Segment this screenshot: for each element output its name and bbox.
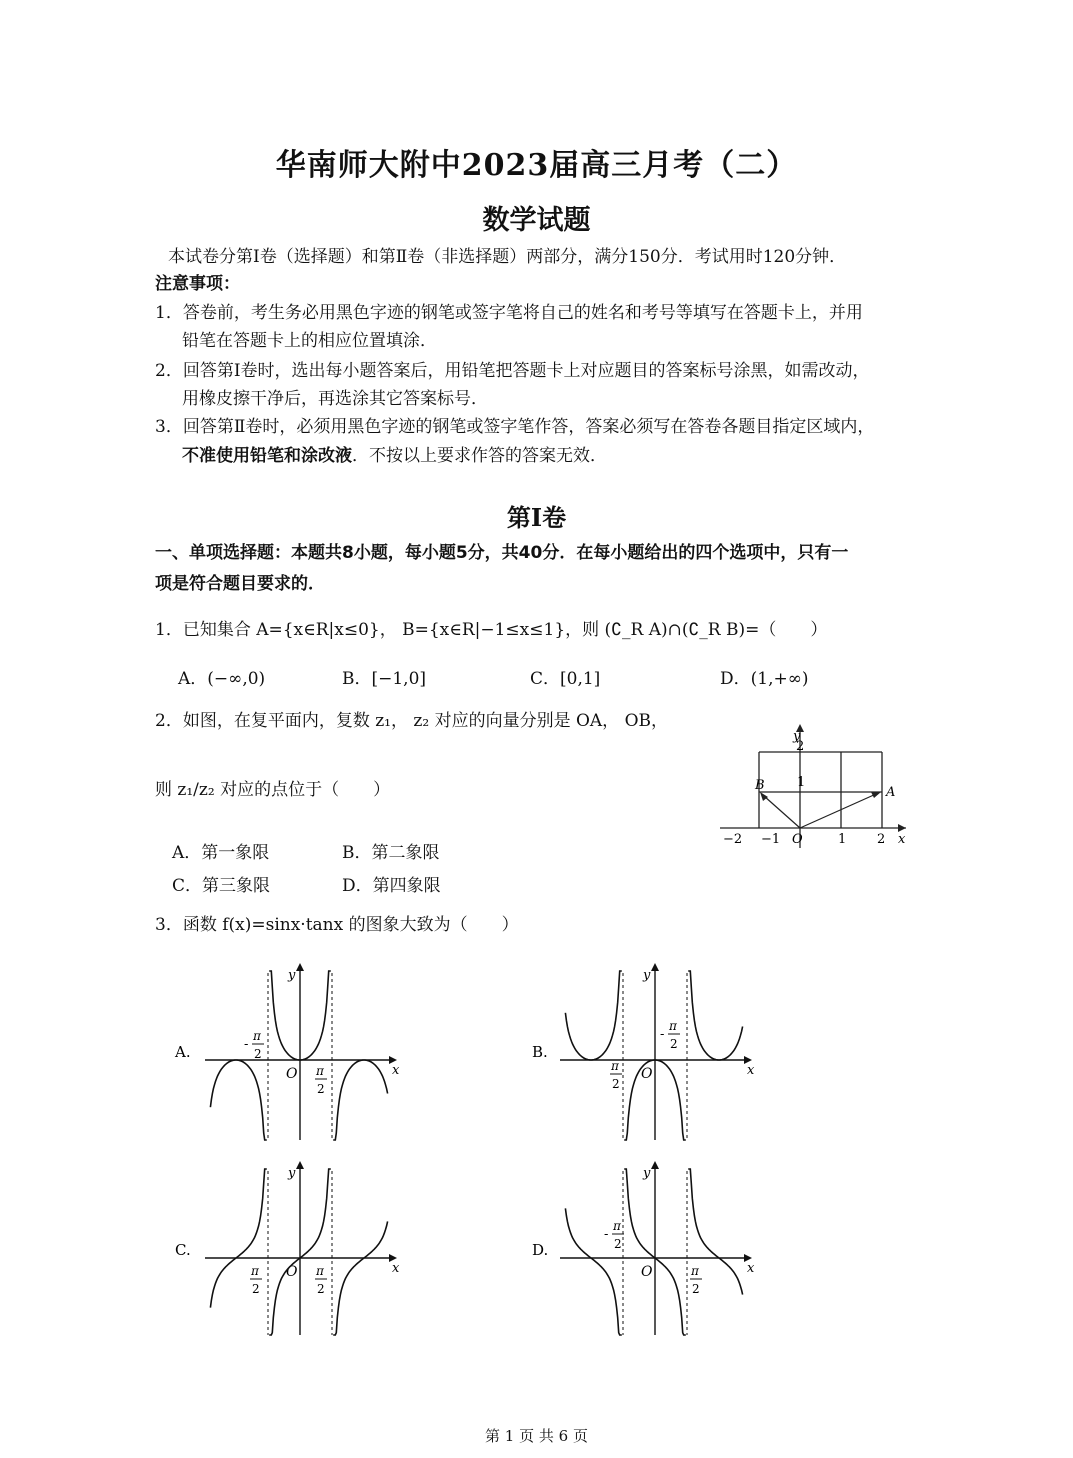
- q3-tick-a-0-num: π: [253, 1029, 261, 1043]
- q3-label-c: C.: [175, 1241, 191, 1259]
- vector-ob-arrow-icon: [760, 792, 768, 801]
- section-instruction-line-1: 一、单项选择题：本题共8小题，每小题5分，共40分．在每小题给出的四个选项中，只有一: [155, 543, 849, 563]
- notice-item-3-rest: ．不按以上要求作答的答案无效．: [352, 446, 607, 466]
- q3-neg-sign: -: [244, 1037, 249, 1052]
- q3-tick-d-0-den: 2: [614, 1237, 622, 1251]
- q1-option-d: D．(1,+∞): [720, 669, 809, 689]
- notice-item-3-line-1: 3．回答第Ⅱ卷时，必须用黑色字迹的钢笔或签字笔作答，答案必须写在答卷各题目指定区域内，: [155, 417, 875, 437]
- fig-tick-x2: 2: [877, 832, 886, 847]
- q2-option-d: D．第四象限: [342, 876, 441, 896]
- q1-stem: 1．已知集合 A={x∈R|x≤0}， B={x∈R|−1≤x≤1}，则 (∁_R A)∩(∁_R B)=（ ）: [155, 620, 828, 640]
- q3-curve-a-2: [333, 1060, 387, 1140]
- q3-curve-b-2: [688, 971, 742, 1060]
- q2-complex-plane-figure: [715, 718, 915, 848]
- q3-tick-b-1-den: 2: [612, 1077, 620, 1091]
- q2-option-c: C．第三象限: [172, 876, 271, 896]
- q3-tick-d-1-num: π: [691, 1264, 699, 1278]
- fig-point-b: B: [755, 778, 765, 793]
- vector-ob: [764, 796, 800, 828]
- q1-option-b: B．[−1,0]: [342, 669, 427, 689]
- q2-stem-2: 则 z₁/z₂ 对应的点位于（ ）: [155, 780, 391, 800]
- notice-item-2-line-1: 2．回答第Ⅰ卷时，选出每小题答案后，用铅笔把答题卡上对应题目的答案标号涂黑，如需改动，: [155, 361, 870, 381]
- q3-tick-c-1-num: π: [316, 1264, 324, 1278]
- q3-tick-c-0-den: 2: [252, 1282, 260, 1296]
- fig-tick-y2: 2: [796, 739, 805, 754]
- q3-neg-sign: -: [660, 1027, 665, 1042]
- fig-tick-xm1: −1: [761, 832, 781, 847]
- q3-tick-a-0-den: 2: [254, 1047, 262, 1061]
- fig-origin: O: [792, 832, 803, 847]
- fig-y-label: y: [793, 729, 801, 744]
- q3-y-arrow-icon: [651, 1161, 659, 1169]
- section-instruction-line-2: 项是符合题目要求的．: [155, 574, 325, 594]
- q3-neg-sign: -: [604, 1227, 609, 1242]
- q3-curve-b-0: [565, 971, 621, 1060]
- notice-item-3-bold: 不准使用铅笔和涂改液: [182, 446, 352, 466]
- q3-label-b: B.: [532, 1043, 548, 1061]
- x-axis-arrow-icon: [898, 824, 906, 832]
- notice-item-2-line-2: 用橡皮擦干净后，再选涂其它答案标号．: [182, 389, 488, 409]
- q3-curve-c-2: [333, 1221, 387, 1335]
- q3-x-label: x: [392, 1063, 400, 1078]
- exam-intro: 本试卷分第Ⅰ卷（选择题）和第Ⅱ卷（非选择题）两部分，满分150分．考试用时120分钟．: [168, 247, 847, 267]
- page-footer: 第 1 页 共 6 页: [485, 1427, 588, 1445]
- fig-tick-x1: 1: [838, 832, 847, 847]
- q3-y-label: y: [643, 1166, 651, 1181]
- q3-tick-a-1-den: 2: [317, 1082, 325, 1096]
- q3-tick-c-0-num: π: [251, 1264, 259, 1278]
- q3-origin-label: O: [286, 1066, 298, 1082]
- q3-tick-b-1-num: π: [611, 1059, 619, 1073]
- q2-stem: 2．如图，在复平面内，复数 z₁， z₂ 对应的向量分别是 OA， OB，: [155, 711, 669, 731]
- q3-tick-d-0-num: π: [613, 1219, 621, 1233]
- q3-stem: 3．函数 f(x)=sinx·tanx 的图象大致为（ ）: [155, 915, 519, 935]
- q3-y-arrow-icon: [296, 1161, 304, 1169]
- notice-heading: 注意事项：: [155, 274, 240, 294]
- exam-subtitle: 数学试题: [482, 205, 591, 236]
- q3-tick-a-1-num: π: [316, 1064, 324, 1078]
- q3-origin-label: O: [286, 1264, 298, 1280]
- q3-graph-options: [160, 955, 760, 1405]
- q3-origin-label: O: [641, 1264, 653, 1280]
- fig-tick-y1: 1: [797, 775, 806, 790]
- q3-label-d: D.: [532, 1241, 549, 1259]
- q1-option-a: A．(−∞,0): [178, 669, 266, 689]
- q1-option-c: C．[0,1]: [530, 669, 601, 689]
- fig-point-a: A: [886, 785, 896, 800]
- q3-tick-c-1-den: 2: [317, 1282, 325, 1296]
- q3-tick-b-0-den: 2: [670, 1037, 678, 1051]
- q3-tick-d-1-den: 2: [692, 1282, 700, 1296]
- exam-title: 华南师大附中2023届高三月考（二）: [275, 148, 798, 183]
- q2-option-a: A．第一象限: [172, 843, 270, 863]
- fig-tick-xm2: −2: [723, 832, 743, 847]
- q3-y-label: y: [288, 968, 296, 983]
- q3-x-label: x: [747, 1063, 755, 1078]
- q3-label-a: A.: [175, 1043, 191, 1061]
- notice-item-1-line-1: 1．答卷前，考生务必用黑色字迹的钢笔或签字笔将自己的姓名和考号等填写在答题卡上，并用: [155, 303, 863, 323]
- vector-oa: [800, 794, 876, 828]
- notice-item-1-line-2: 铅笔在答题卡上的相应位置填涂．: [182, 331, 437, 351]
- q3-y-arrow-icon: [651, 963, 659, 971]
- q3-origin-label: O: [641, 1066, 653, 1082]
- q3-y-label: y: [643, 968, 651, 983]
- q3-x-label: x: [747, 1261, 755, 1276]
- q3-curve-a-0: [210, 1060, 266, 1140]
- q3-y-label: y: [288, 1166, 296, 1181]
- q3-y-arrow-icon: [296, 963, 304, 971]
- section-title: 第Ⅰ卷: [506, 503, 567, 532]
- q3-x-label: x: [392, 1261, 400, 1276]
- q2-option-b: B．第二象限: [342, 843, 440, 863]
- vector-oa-arrow-icon: [871, 792, 881, 798]
- q3-tick-b-0-num: π: [669, 1019, 677, 1033]
- fig-x-label: x: [898, 832, 906, 847]
- notice-item-3-line-2: [182, 445, 607, 467]
